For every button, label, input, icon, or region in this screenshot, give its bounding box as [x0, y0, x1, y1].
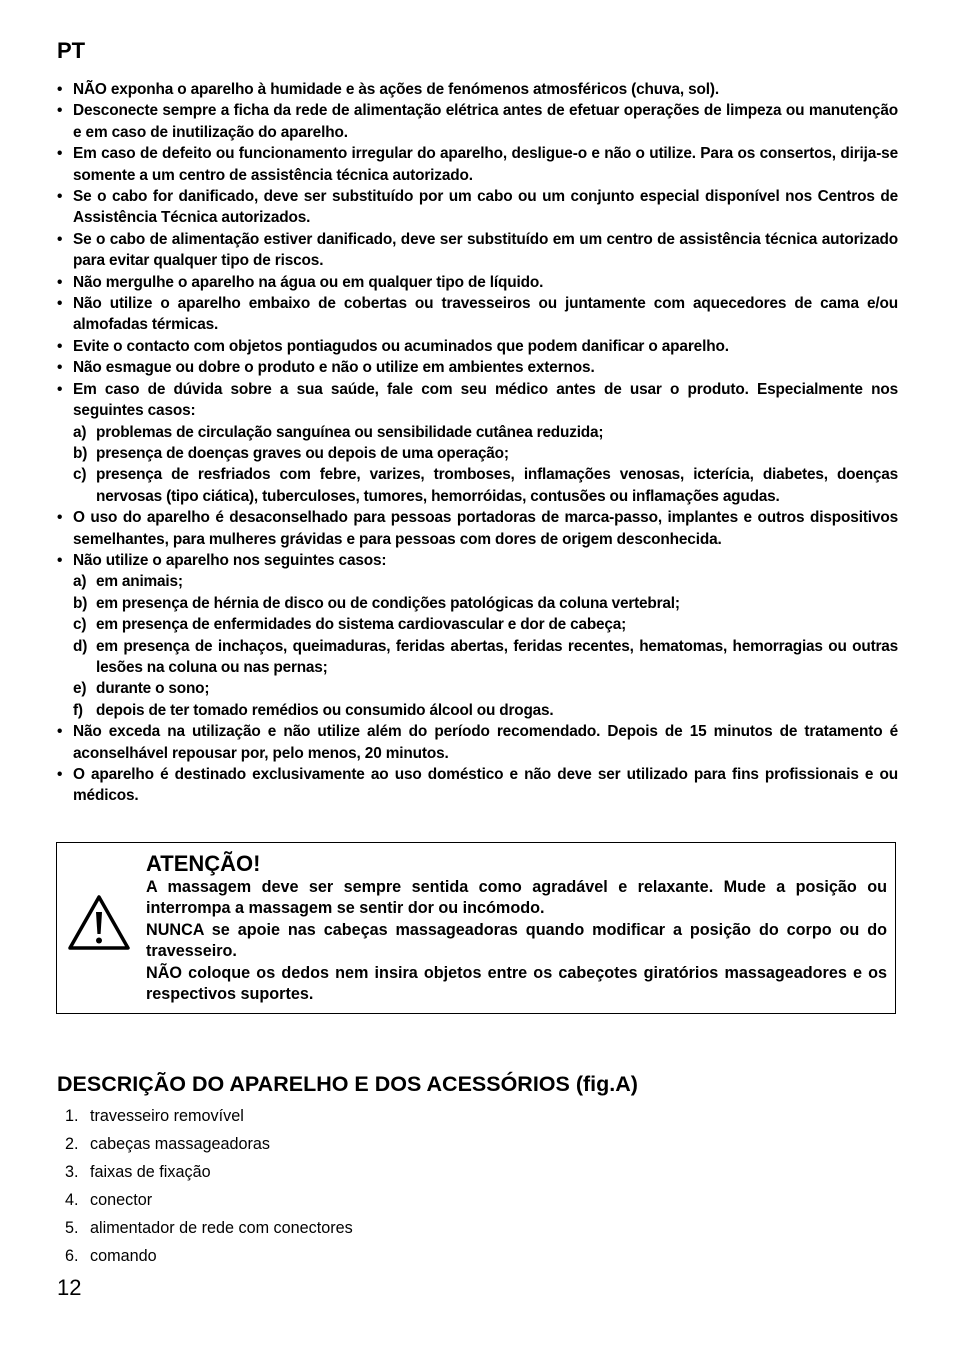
- warning-sublist: [73, 422, 898, 508]
- warning-text: O aparelho é destinado exclusivamente ao uso doméstico e não deve ser utilizado para fins profissionais e ou médicos.: [73, 766, 898, 805]
- warning-text: Não utilize o aparelho embaixo de cobertas ou travesseiros ou juntamente com aquecedores de cama e/ou almofadas térmicas.: [73, 295, 898, 334]
- part-label: cabeças massageadoras: [90, 1135, 270, 1153]
- warning-text: Em caso de defeito ou funcionamento irregular do aparelho, desligue-o e não o utilize. Para os consertos, dirija-se somente a um centro de assistência técnica autorizado.: [73, 145, 898, 184]
- part-item: [65, 1103, 353, 1131]
- subitem-marker: f): [73, 701, 83, 719]
- warning-text: Em caso de dúvida sobre a sua saúde, fale com seu médico antes de usar o produto. Especialmente nos seguintes casos:: [73, 380, 898, 420]
- part-item: [65, 1187, 353, 1215]
- subitem-marker: c): [73, 466, 87, 484]
- warning-text: Se o cabo de alimentação estiver danificado, deve ser substituído em um centro de assistência técnica autorizado para evitar qualquer tipo de riscos.: [73, 230, 898, 270]
- warning-text: Não esmague ou dobre o produto e não o utilize em ambientes externos.: [73, 359, 595, 377]
- warning-item: [57, 293, 898, 336]
- subitem-text: presença de resfriados com febre, varizes, tromboses, inflamações venosas, icterícia, diabetes, doenças nervosas (tipo ciática), tuberculoses, tumores, hemorróidas, contusões ou inflamações agudas.: [96, 466, 898, 505]
- warning-item: [57, 379, 898, 507]
- warning-subitem: [73, 571, 898, 592]
- subitem-text: em animais;: [96, 573, 183, 591]
- part-item: [65, 1159, 353, 1187]
- part-item: [65, 1215, 353, 1243]
- subitem-text: problemas de circulação sanguínea ou sensibilidade cutânea reduzida;: [96, 423, 604, 441]
- warning-subitem: [73, 678, 898, 699]
- warning-subitem: [73, 443, 898, 464]
- part-number: 2.: [65, 1135, 79, 1153]
- warning-item: [57, 100, 898, 143]
- part-label: comando: [90, 1247, 157, 1265]
- warning-text: O uso do aparelho é desaconselhado para pessoas portadoras de marca-passo, implantes e outros dispositivos semelhantes, para mulheres grávidas e para pessoas com dores de origem desconhecida.: [73, 509, 898, 548]
- subitem-marker: e): [73, 680, 87, 698]
- warning-item: [57, 357, 898, 378]
- part-label: faixas de fixação: [90, 1163, 211, 1181]
- language-code: PT: [57, 38, 86, 63]
- attention-paragraph: A massagem deve ser sempre sentida como agradável e relaxante. Mude a posição ou interrompa a massagem se sentir dor ou incómodo.: [146, 878, 887, 918]
- subitem-marker: a): [73, 423, 87, 441]
- warning-item: [57, 721, 898, 764]
- part-number: 4.: [65, 1191, 79, 1209]
- parts-list: [65, 1103, 353, 1271]
- warning-sublist: [73, 571, 898, 721]
- warning-text: Evite o contacto com objetos pontiagudos ou acuminados que podem danificar o aparelho.: [73, 337, 729, 355]
- subitem-text: depois de ter tomado remédios ou consumido álcool ou drogas.: [96, 701, 554, 719]
- warning-triangle-icon: [67, 894, 131, 952]
- warning-item: [57, 272, 898, 293]
- warning-item: [57, 143, 898, 186]
- subitem-text: em presença de hérnia de disco ou de condições patológicas da coluna vertebral;: [96, 594, 680, 612]
- warning-text: Desconecte sempre a ficha da rede de alimentação elétrica antes de efetuar operações de limpeza ou manutenção e em caso de inutilização do aparelho.: [73, 102, 898, 141]
- subitem-marker: c): [73, 616, 87, 634]
- part-label: alimentador de rede com conectores: [90, 1219, 353, 1237]
- warning-item: [57, 186, 898, 229]
- subitem-text: durante o sono;: [96, 680, 210, 698]
- warning-item: [57, 336, 898, 357]
- attention-paragraph: NÃO coloque os dedos nem insira objetos entre os cabeçotes giratórios massageadores e os respectivos suportes.: [146, 963, 887, 1004]
- subitem-text: presença de doenças graves ou depois de uma operação;: [96, 444, 509, 462]
- warning-item: [57, 79, 898, 100]
- warning-text: Se o cabo for danificado, deve ser substituído por um cabo ou um conjunto especial disponível nos Centros de Assistência Técnica autorizados.: [73, 188, 898, 227]
- warning-subitem: [73, 636, 898, 679]
- part-label: conector: [90, 1191, 153, 1209]
- part-label: travesseiro removível: [90, 1107, 244, 1125]
- warning-subitem: [73, 464, 898, 507]
- subitem-text: em presença de inchaços, queimaduras, feridas abertas, feridas recentes, hematomas, hemorragias ou outras lesões na coluna ou nas pernas;: [96, 637, 898, 676]
- description-title: DESCRIÇÃO DO APARELHO E DOS ACESSÓRIOS (fig.A): [57, 1072, 638, 1096]
- warning-item: [57, 507, 898, 550]
- warning-item: [57, 550, 898, 721]
- attention-box: [56, 842, 896, 1014]
- warning-subitem: [73, 593, 898, 614]
- subitem-text: em presença de enfermidades do sistema cardiovascular e dor de cabeça;: [96, 616, 627, 634]
- subitem-marker: b): [73, 444, 88, 462]
- warning-subitem: [73, 422, 898, 443]
- attention-body: [146, 877, 887, 1005]
- part-number: 6.: [65, 1247, 79, 1265]
- subitem-marker: d): [73, 637, 88, 655]
- part-number: 3.: [65, 1163, 79, 1181]
- attention-title: ATENÇÃO!: [146, 851, 261, 876]
- warning-text: Não mergulhe o aparelho na água ou em qualquer tipo de líquido.: [73, 273, 544, 291]
- attention-paragraph: NUNCA se apoie nas cabeças massageadoras quando modificar a posição do corpo ou do travesseiro.: [146, 920, 887, 961]
- warning-text: Não utilize o aparelho nos seguintes casos:: [73, 551, 387, 569]
- warning-text: Não exceda na utilização e não utilize além do período recomendado. Depois de 15 minutos de tratamento é aconselhável repousar por, pelo menos, 20 minutos.: [73, 723, 898, 762]
- warning-text: NÃO exponha o aparelho à humidade e às ações de fenómenos atmosféricos (chuva, sol).: [73, 81, 719, 98]
- safety-warnings-list: [57, 79, 898, 807]
- warning-subitem: [73, 614, 898, 635]
- subitem-marker: b): [73, 594, 88, 612]
- warning-item: [57, 229, 898, 272]
- subitem-marker: a): [73, 573, 87, 591]
- part-number: 5.: [65, 1219, 79, 1237]
- part-number: 1.: [65, 1107, 79, 1125]
- part-item: [65, 1243, 353, 1271]
- page-number: 12: [57, 1275, 82, 1300]
- part-item: [65, 1131, 353, 1159]
- warning-item: [57, 764, 898, 807]
- warning-subitem: [73, 700, 898, 721]
